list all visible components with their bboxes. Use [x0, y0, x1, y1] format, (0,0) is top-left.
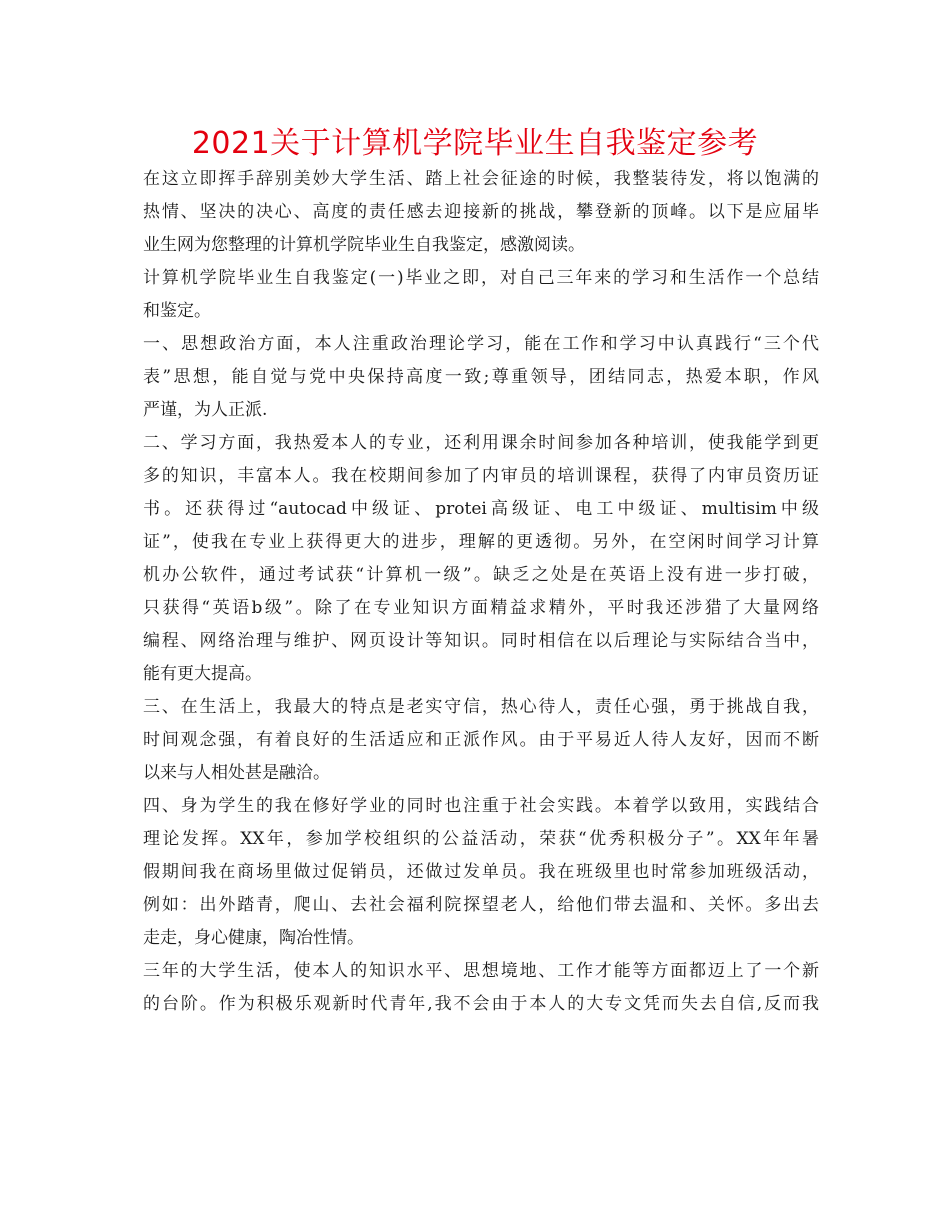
body-line: 机办公软件，通过考试获“计算机一级”。缺乏之处是在英语上没有进一步打破，: [143, 565, 819, 585]
body-line: 严谨，为人正派.: [143, 400, 268, 420]
body-line: 一、思想政治方面，本人注重政治理论学习，能在工作和学习中认真践行“三个代: [143, 334, 819, 354]
body-line: 走走，身心健康，陶冶性情。: [143, 928, 364, 948]
document-body: [143, 163, 819, 1021]
body-line: 多的知识，丰富本人。我在校期间参加了内审员的培训课程，获得了内审员资历证: [143, 466, 819, 486]
body-line: 表”思想，能自觉与党中央保持高度一致;尊重领导，团结同志，热爱本职，作风: [143, 367, 819, 387]
body-line: 证”，使我在专业上获得更大的进步，理解的更透彻。另外，在空闲时间学习计算: [143, 532, 819, 552]
body-line: 三、在生活上，我最大的特点是老实守信，热心待人，责任心强，勇于挑战自我，: [143, 697, 819, 717]
body-line: 热情、坚决的决心、高度的责任感去迎接新的挑战，攀登新的顶峰。以下是应届毕: [143, 202, 819, 222]
body-line: 以来与人相处甚是融洽。: [143, 763, 330, 783]
body-line: 的台阶。作为积极乐观新时代青年,我不会由于本人的大专文凭而失去自信,反而我: [143, 994, 819, 1014]
body-line: 编程、网络治理与维护、网页设计等知识。同时相信在以后理论与实际结合当中，: [143, 631, 819, 651]
body-line: 时间观念强，有着良好的生活适应和正派作风。由于平易近人待人友好，因而不断: [143, 730, 819, 750]
body-line: 例如：出外踏青，爬山、去社会福利院探望老人，给他们带去温和、关怀。多出去: [143, 895, 819, 915]
body-line: 假期间我在商场里做过促销员，还做过发单员。我在班级里也时常参加班级活动，: [143, 862, 819, 882]
body-line: 三年的大学生活，使本人的知识水平、思想境地、工作才能等方面都迈上了一个新: [143, 961, 819, 981]
body-line: 能有更大提高。: [143, 664, 262, 684]
body-line: 四、身为学生的我在修好学业的同时也注重于社会实践。本着学以致用，实践结合: [143, 796, 819, 816]
body-line: 二、学习方面，我热爱本人的专业，还利用课余时间参加各种培训，使我能学到更: [143, 433, 819, 453]
body-line: 计算机学院毕业生自我鉴定(一)毕业之即，对自己三年来的学习和生活作一个总结: [143, 268, 819, 288]
body-line: 在这立即挥手辞别美妙大学生活、踏上社会征途的时候，我整装待发，将以饱满的: [143, 169, 819, 189]
body-line: 只获得“英语b级”。除了在专业知识方面精益求精外，平时我还涉猎了大量网络: [143, 598, 819, 618]
body-line: 书。还获得过“autocad中级证、protei高级证、电工中级证、multisim中级: [143, 499, 819, 519]
body-line: 理论发挥。XX年，参加学校组织的公益活动，荣获“优秀积极分子”。XX年年暑: [143, 829, 819, 849]
body-line: 和鉴定。: [143, 301, 211, 321]
body-line: 业生网为您整理的计算机学院毕业生自我鉴定，感激阅读。: [143, 235, 585, 255]
document-title: 2021关于计算机学院毕业生自我鉴定参考: [191, 126, 759, 161]
